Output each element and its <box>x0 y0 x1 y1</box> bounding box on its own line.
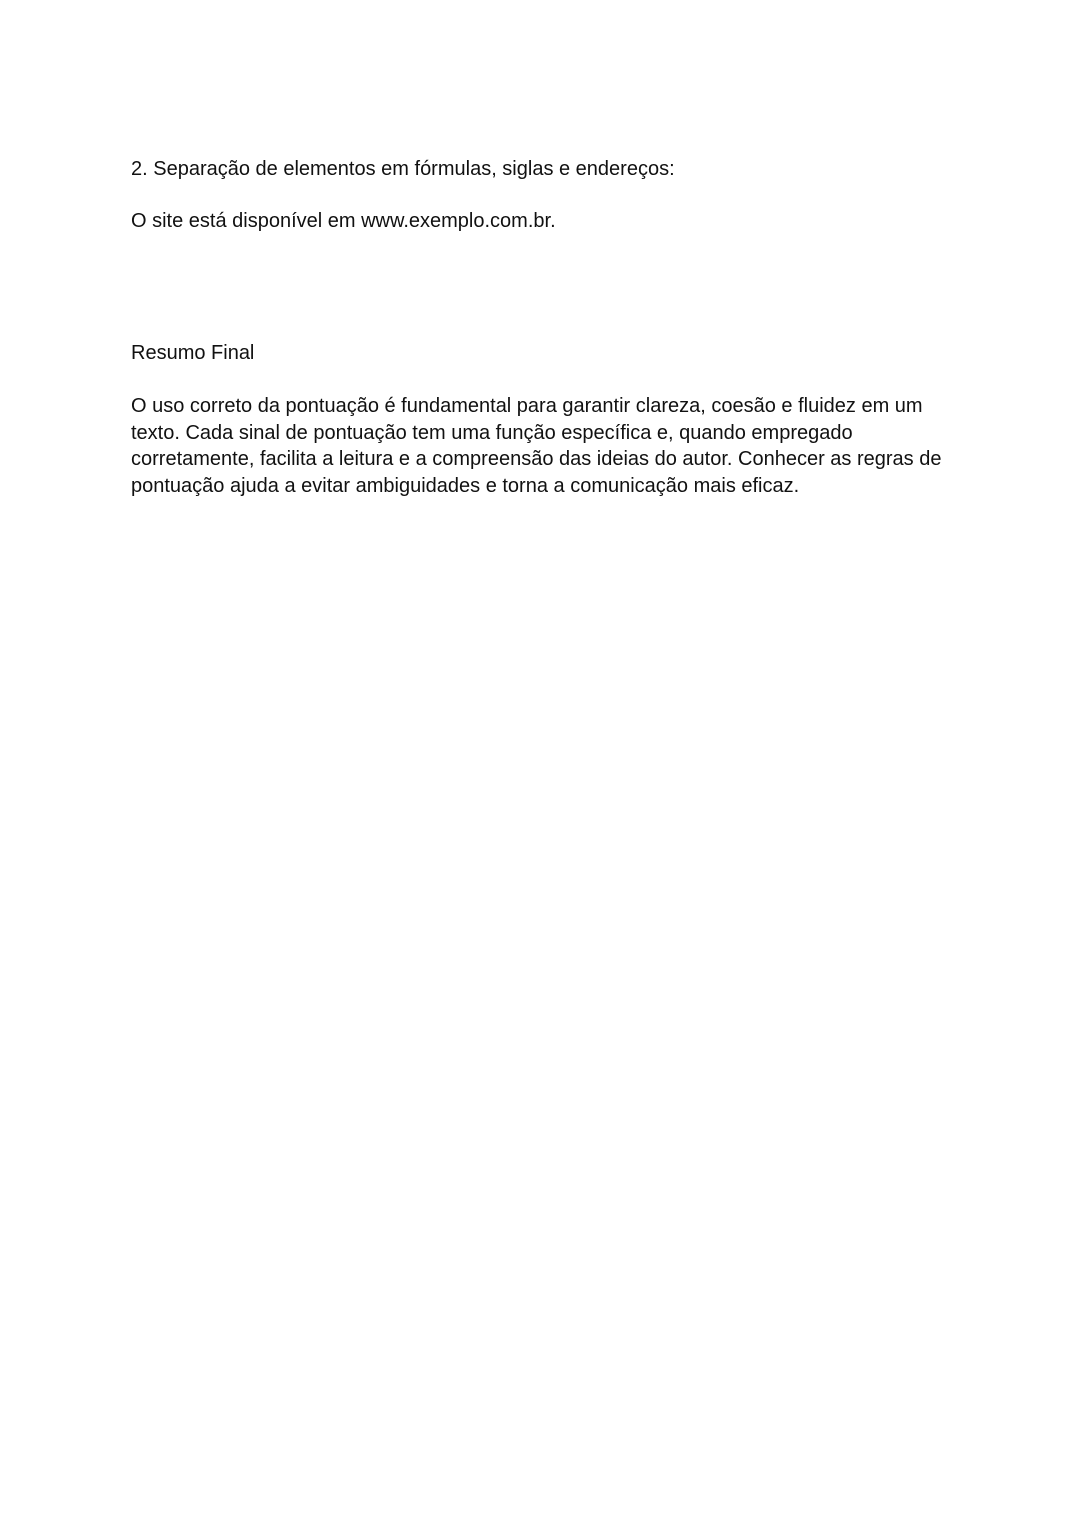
summary-line: O uso correto da pontuação é fundamental para garantir clareza, coesão e fluidez em um <box>131 395 923 417</box>
summary-line: texto. Cada sinal de pontuação tem uma função específica e, quando empregado <box>131 421 853 444</box>
section-heading-item-2: 2. Separação de elementos em fórmulas, siglas e endereços: <box>131 158 675 180</box>
summary-title: Resumo Final <box>131 342 255 364</box>
summary-line: corretamente, facilita a leitura e a compreensão das ideias do autor. Conhecer as regras de <box>131 448 942 470</box>
summary-line: pontuação ajuda a evitar ambiguidades e torna a comunicação mais eficaz. <box>131 474 800 497</box>
summary-paragraph <box>131 393 961 499</box>
example-sentence: O site está disponível em www.exemplo.com.br. <box>131 210 556 232</box>
